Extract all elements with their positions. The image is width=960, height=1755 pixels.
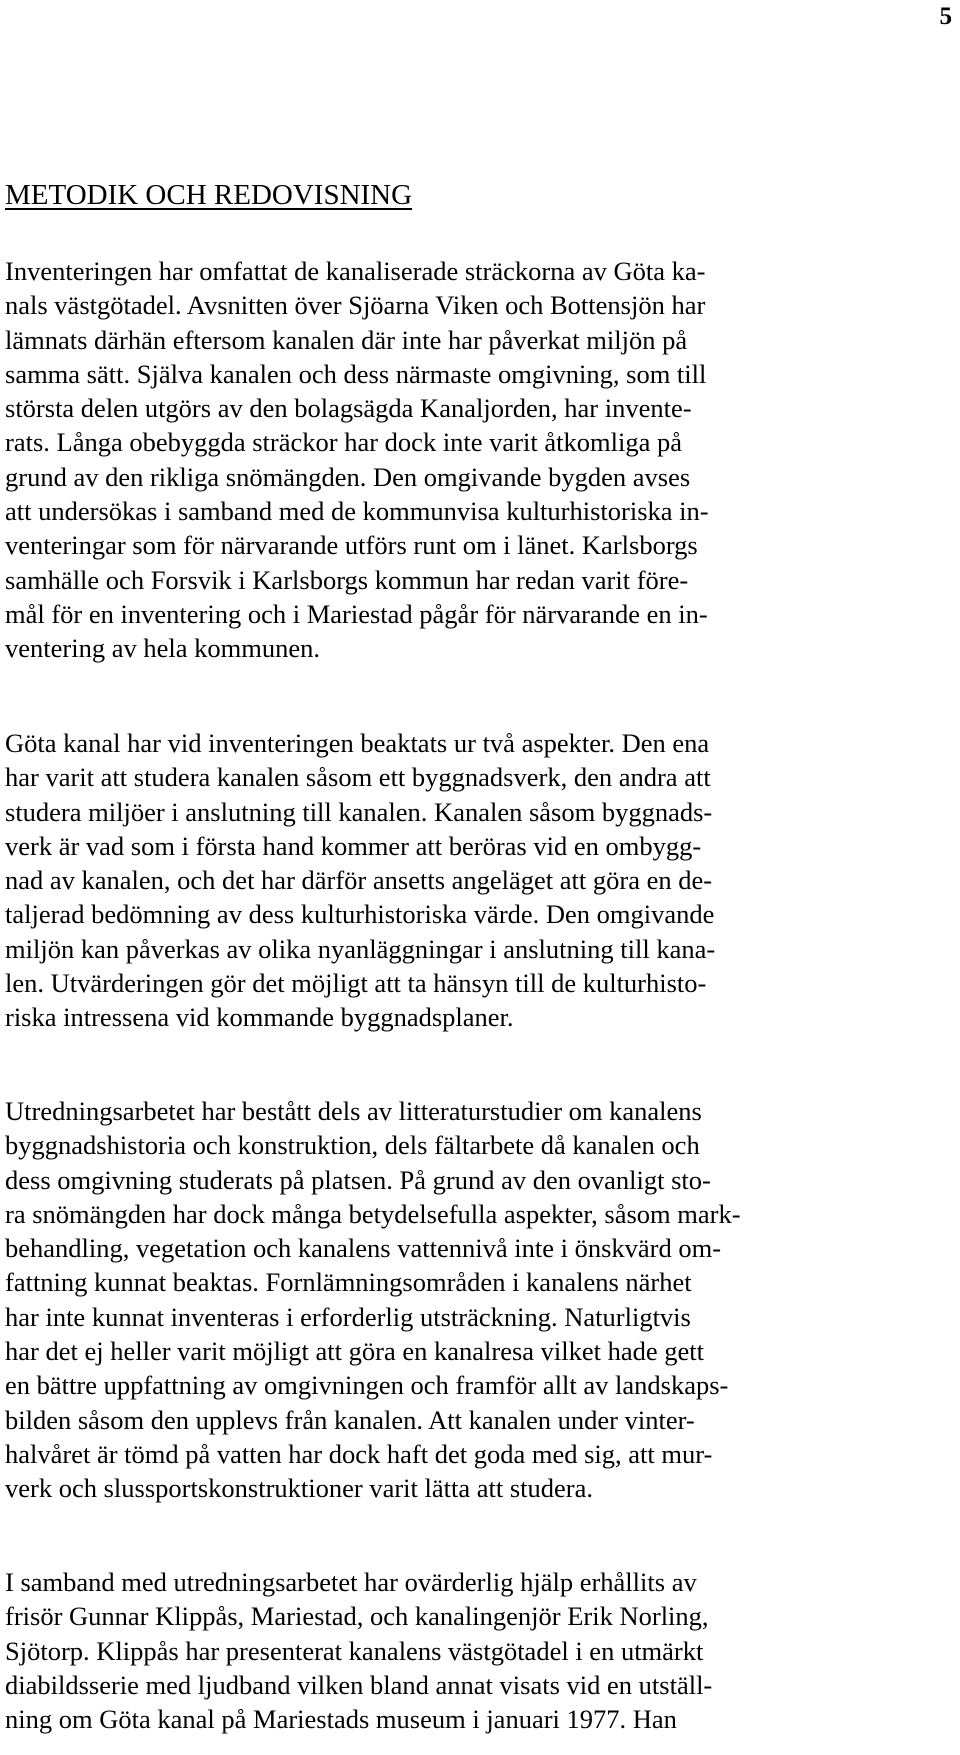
text-line: byggnadshistoria och konstruktion, dels fältarbete då kanalen och	[5, 1130, 700, 1161]
text-line: Inventeringen har omfattat de kanaliserade sträckorna av Göta ka-	[5, 256, 706, 286]
text-line: ra snömängden har dock många betydelsefulla aspekter, såsom mark-	[5, 1198, 741, 1229]
text-line: halvåret är tömd på vatten har dock haft det goda med sig, att mur-	[5, 1438, 713, 1469]
text-line: samhälle och Forsvik i Karlsborgs kommun har redan varit före-	[5, 564, 689, 595]
text-line: Göta kanal har vid inventeringen beaktats ur två aspekter. Den ena	[5, 728, 710, 758]
text-line: lämnats därhän eftersom kanalen där inte har påverkat miljön på	[5, 324, 688, 355]
text-line: ventering av hela kommunen.	[5, 633, 320, 664]
text-line: mål för en inventering och i Mariestad pågår för närvarande en in-	[5, 598, 708, 629]
text-line: rats. Långa obebyggda sträckor har dock inte varit åtkomliga på	[5, 427, 682, 458]
text-line: len. Utvärderingen gör det möjligt att ta hänsyn till de kulturhisto-	[5, 968, 707, 999]
paragraph-4	[5, 1565, 712, 1736]
text-line: behandling, vegetation och kanalens vattennivå inte i önskvärd om-	[5, 1233, 722, 1264]
paragraph-2	[5, 726, 715, 1035]
text-line: att undersökas i samband med de kommunvisa kulturhistoriska in-	[5, 496, 709, 527]
text-line: har det ej heller varit möjligt att göra en kanalresa vilket hade gett	[5, 1336, 705, 1367]
page-number: 5	[939, 3, 952, 30]
text-line: samma sätt. Själva kanalen och dess närmaste omgivning, som till	[5, 358, 707, 389]
section-heading: METODIK OCH REDOVISNING	[5, 179, 413, 211]
text-line: miljön kan påverkas av olika nyanläggningar i anslutning till kana-	[5, 933, 716, 964]
text-line: nad av kanalen, och det har därför ansetts angeläget att göra en de-	[5, 865, 713, 896]
text-line: nals västgötadel. Avsnitten över Sjöarna Viken och Bottensjön har	[5, 290, 706, 321]
text-line: diabildsserie med ljudband vilken bland annat visats vid en utställ-	[5, 1669, 713, 1700]
paragraph-1	[5, 254, 709, 666]
text-line: fattning kunnat beaktas. Fornlämningsområden i kanalens närhet	[5, 1267, 692, 1298]
text-line: riska intressena vid kommande byggnadsplaner.	[5, 1002, 514, 1033]
text-line: venteringar som för närvarande utförs runt om i länet. Karlsborgs	[5, 530, 698, 561]
text-line: största delen utgörs av den bolagsägda Kanaljorden, har invente-	[5, 393, 692, 424]
text-line: en bättre uppfattning av omgivningen och framför allt av landskaps-	[5, 1370, 729, 1401]
text-line: verk är vad som i första hand kommer att beröras vid en ombygg-	[5, 830, 702, 861]
text-line: dess omgivning studerats på platsen. På grund av den ovanligt sto-	[5, 1164, 711, 1195]
text-line: ning om Göta kanal på Mariestads museum i januari 1977. Han	[5, 1704, 677, 1735]
text-line: har inte kunnat inventeras i erforderlig utsträckning. Naturligtvis	[5, 1301, 691, 1332]
text-line: Sjötorp. Klippås har presenterat kanalens västgötadel i en utmärkt	[5, 1635, 704, 1666]
text-line: frisör Gunnar Klippås, Mariestad, och kanalingenjör Erik Norling,	[5, 1601, 709, 1632]
text-line: I samband med utredningsarbetet har ovärderlig hjälp erhållits av	[5, 1567, 697, 1597]
text-line: grund av den rikliga snömängden. Den omgivande bygden avses	[5, 461, 691, 492]
text-line: taljerad bedömning av dess kulturhistoriska värde. Den omgivande	[5, 899, 715, 930]
text-line: Utredningsarbetet har bestått dels av litteraturstudier om kanalens	[5, 1096, 702, 1126]
text-line: har varit att studera kanalen såsom ett byggnadsverk, den andra att	[5, 762, 711, 793]
text-line: bilden såsom den upplevs från kanalen. Att kanalen under vinter-	[5, 1404, 695, 1435]
paragraph-3	[5, 1094, 741, 1506]
text-line: studera miljöer i anslutning till kanalen. Kanalen såsom byggnads-	[5, 796, 713, 827]
text-line: verk och slussportskonstruktioner varit lätta att studera.	[5, 1473, 594, 1504]
